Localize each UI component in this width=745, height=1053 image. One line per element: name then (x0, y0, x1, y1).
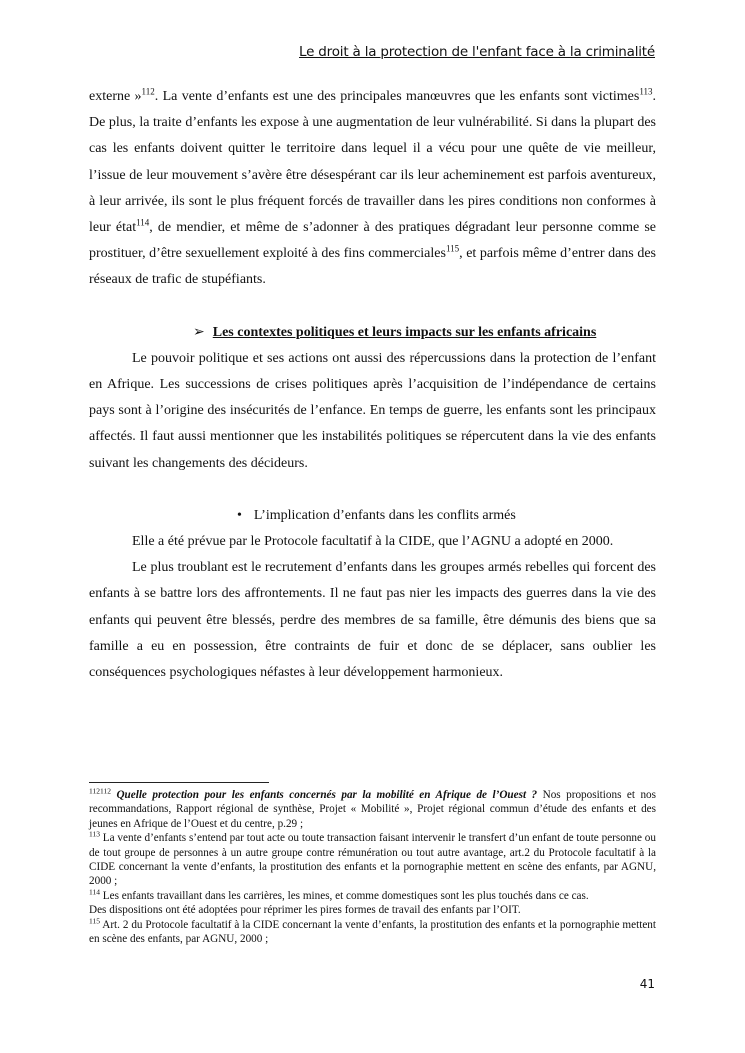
main-text (89, 84, 656, 686)
footnote-ref[interactable]: 114 (136, 217, 150, 228)
paragraph-protocol: Elle a été prévue par le Protocole facultatif à la CIDE, que l’AGNU a adopté en 2000. (132, 534, 614, 550)
footnote-separator (89, 782, 269, 783)
section-subheading (89, 320, 656, 346)
footnote-115 (89, 915, 656, 947)
arrow-bullet-icon: ➢ (193, 324, 205, 340)
text-run: . La vente d’enfants est une des principales manœuvres que les enfants sont victimes (154, 89, 640, 104)
text-run: , et parfois même d’entrer dans des réseaux de trafic de stupéfiants. (89, 246, 656, 288)
bullet-heading-text: L’implication d’enfants dans les conflits armés (253, 507, 516, 523)
footnote-mark: 113 (89, 829, 100, 839)
footnote-mark: 112112 (89, 786, 111, 796)
footnote-112 (89, 788, 656, 831)
footnote-114 (89, 889, 656, 903)
footnote-ref[interactable]: 113 (639, 86, 653, 97)
bullet-dot-icon: • (237, 507, 242, 523)
bullet-heading (89, 503, 656, 529)
paragraph-continuation (89, 84, 656, 294)
spacer (89, 477, 656, 503)
subheading-text: Les contextes politiques et leurs impacts sur les enfants africains (212, 324, 597, 340)
footnote-text: Les enfants travaillant dans les carrières, les mines, et comme domestiques sont les plus touchés dans ce cas. (99, 889, 589, 902)
text-run: , de mendier, et même de s’adonner à des pratiques dégradant leur personne comme se prostituer, d’être sexuellement exploité à des fins commerciales (89, 220, 656, 262)
footnote-text: Art. 2 du Protocole facultatif à la CIDE concernant la vente d’enfants, la prostitution des enfants et la pornographie mettent en scène des enfants, par AGNU, 2000 ; (89, 918, 656, 946)
text-run: externe » (89, 89, 142, 104)
footnote-113 (89, 831, 656, 889)
footnote-114-continued: Des dispositions ont été adoptées pour réprimer les pires formes de travail des enfants par l’OIT. (89, 904, 521, 917)
text-run: . De plus, la traite d’enfants les expose à une augmentation de leur vulnérabilité. Si dans la plupart des cas les enfants doivent quitter le territoire dans lequel il a vécu pour une quête de vie meilleur, l’issue de leur mouvement s’avère être désespérant car ils leur acheminement est parfois aventureux, à leur arrivée, ils sont le plus fréquent forcés de travailler dans les pires conditions non conformes à leur état (89, 89, 656, 236)
paragraph-political-context: Le pouvoir politique et ses actions ont aussi des répercussions dans la protection de l’enfant en Afrique. Les successions de crises politiques après l’acquisition de l’indépendance de certains pays sont à l’origine des insécurités de l’enfance. En temps de guerre, les enfants sont les principaux affectés. Il faut aussi mentionner que les instabilités politiques se répercutent dans la vie des enfants suivant les changements des décideurs. (89, 350, 656, 471)
footnote-mark: 114 (89, 887, 100, 897)
footnote-mark: 115 (89, 915, 100, 925)
paragraph-recruitment: Le plus troublant est le recrutement d’enfants dans les groupes armés rebelles qui forcent des enfants à se battre lors des affrontements. Il ne faut pas nier les impacts des guerres dans la vie des enfants qui peuvent être blessés, perdre des membres de sa famille, être démunis des biens que sa famille a eu en possession, être contraints de fuir et donc de se déplacer, sans oublier les conséquences psychologiques néfastes à leur développement harmonieux. (89, 560, 656, 681)
page-number: 41 (639, 977, 655, 991)
footnote-ref[interactable]: 115 (445, 243, 460, 254)
footnotes (89, 788, 656, 946)
running-header: Le droit à la protection de l'enfant face à la criminalité (299, 44, 655, 60)
footnote-ref[interactable]: 112 (141, 86, 155, 97)
footnote-text: La vente d’enfants s’entend par tout acte ou toute transaction faisant intervenir le transfert d’un enfant de toute personne ou de tout groupe de personnes à un autre groupe contre rémunération ou tout autre avantage, art.2 du Protocole facultatif à la CIDE concernant la vente d’enfants, la prostitution des enfants et la pornographie mettent en scène des enfants, par AGNU, 2000 ; (89, 832, 656, 888)
spacer (89, 294, 656, 320)
footnote-text: Nos propositions et nos recommandations, Rapport régional de synthèse, Projet « Mobilité », Projet régional commun d’étude des enfants et des jeunes en Afrique de l’Ouest et du centre, p.29 ; (89, 789, 657, 830)
footnote-title: Quelle protection pour les enfants concernés par la mobilité en Afrique de l’Ouest ? (116, 789, 538, 801)
